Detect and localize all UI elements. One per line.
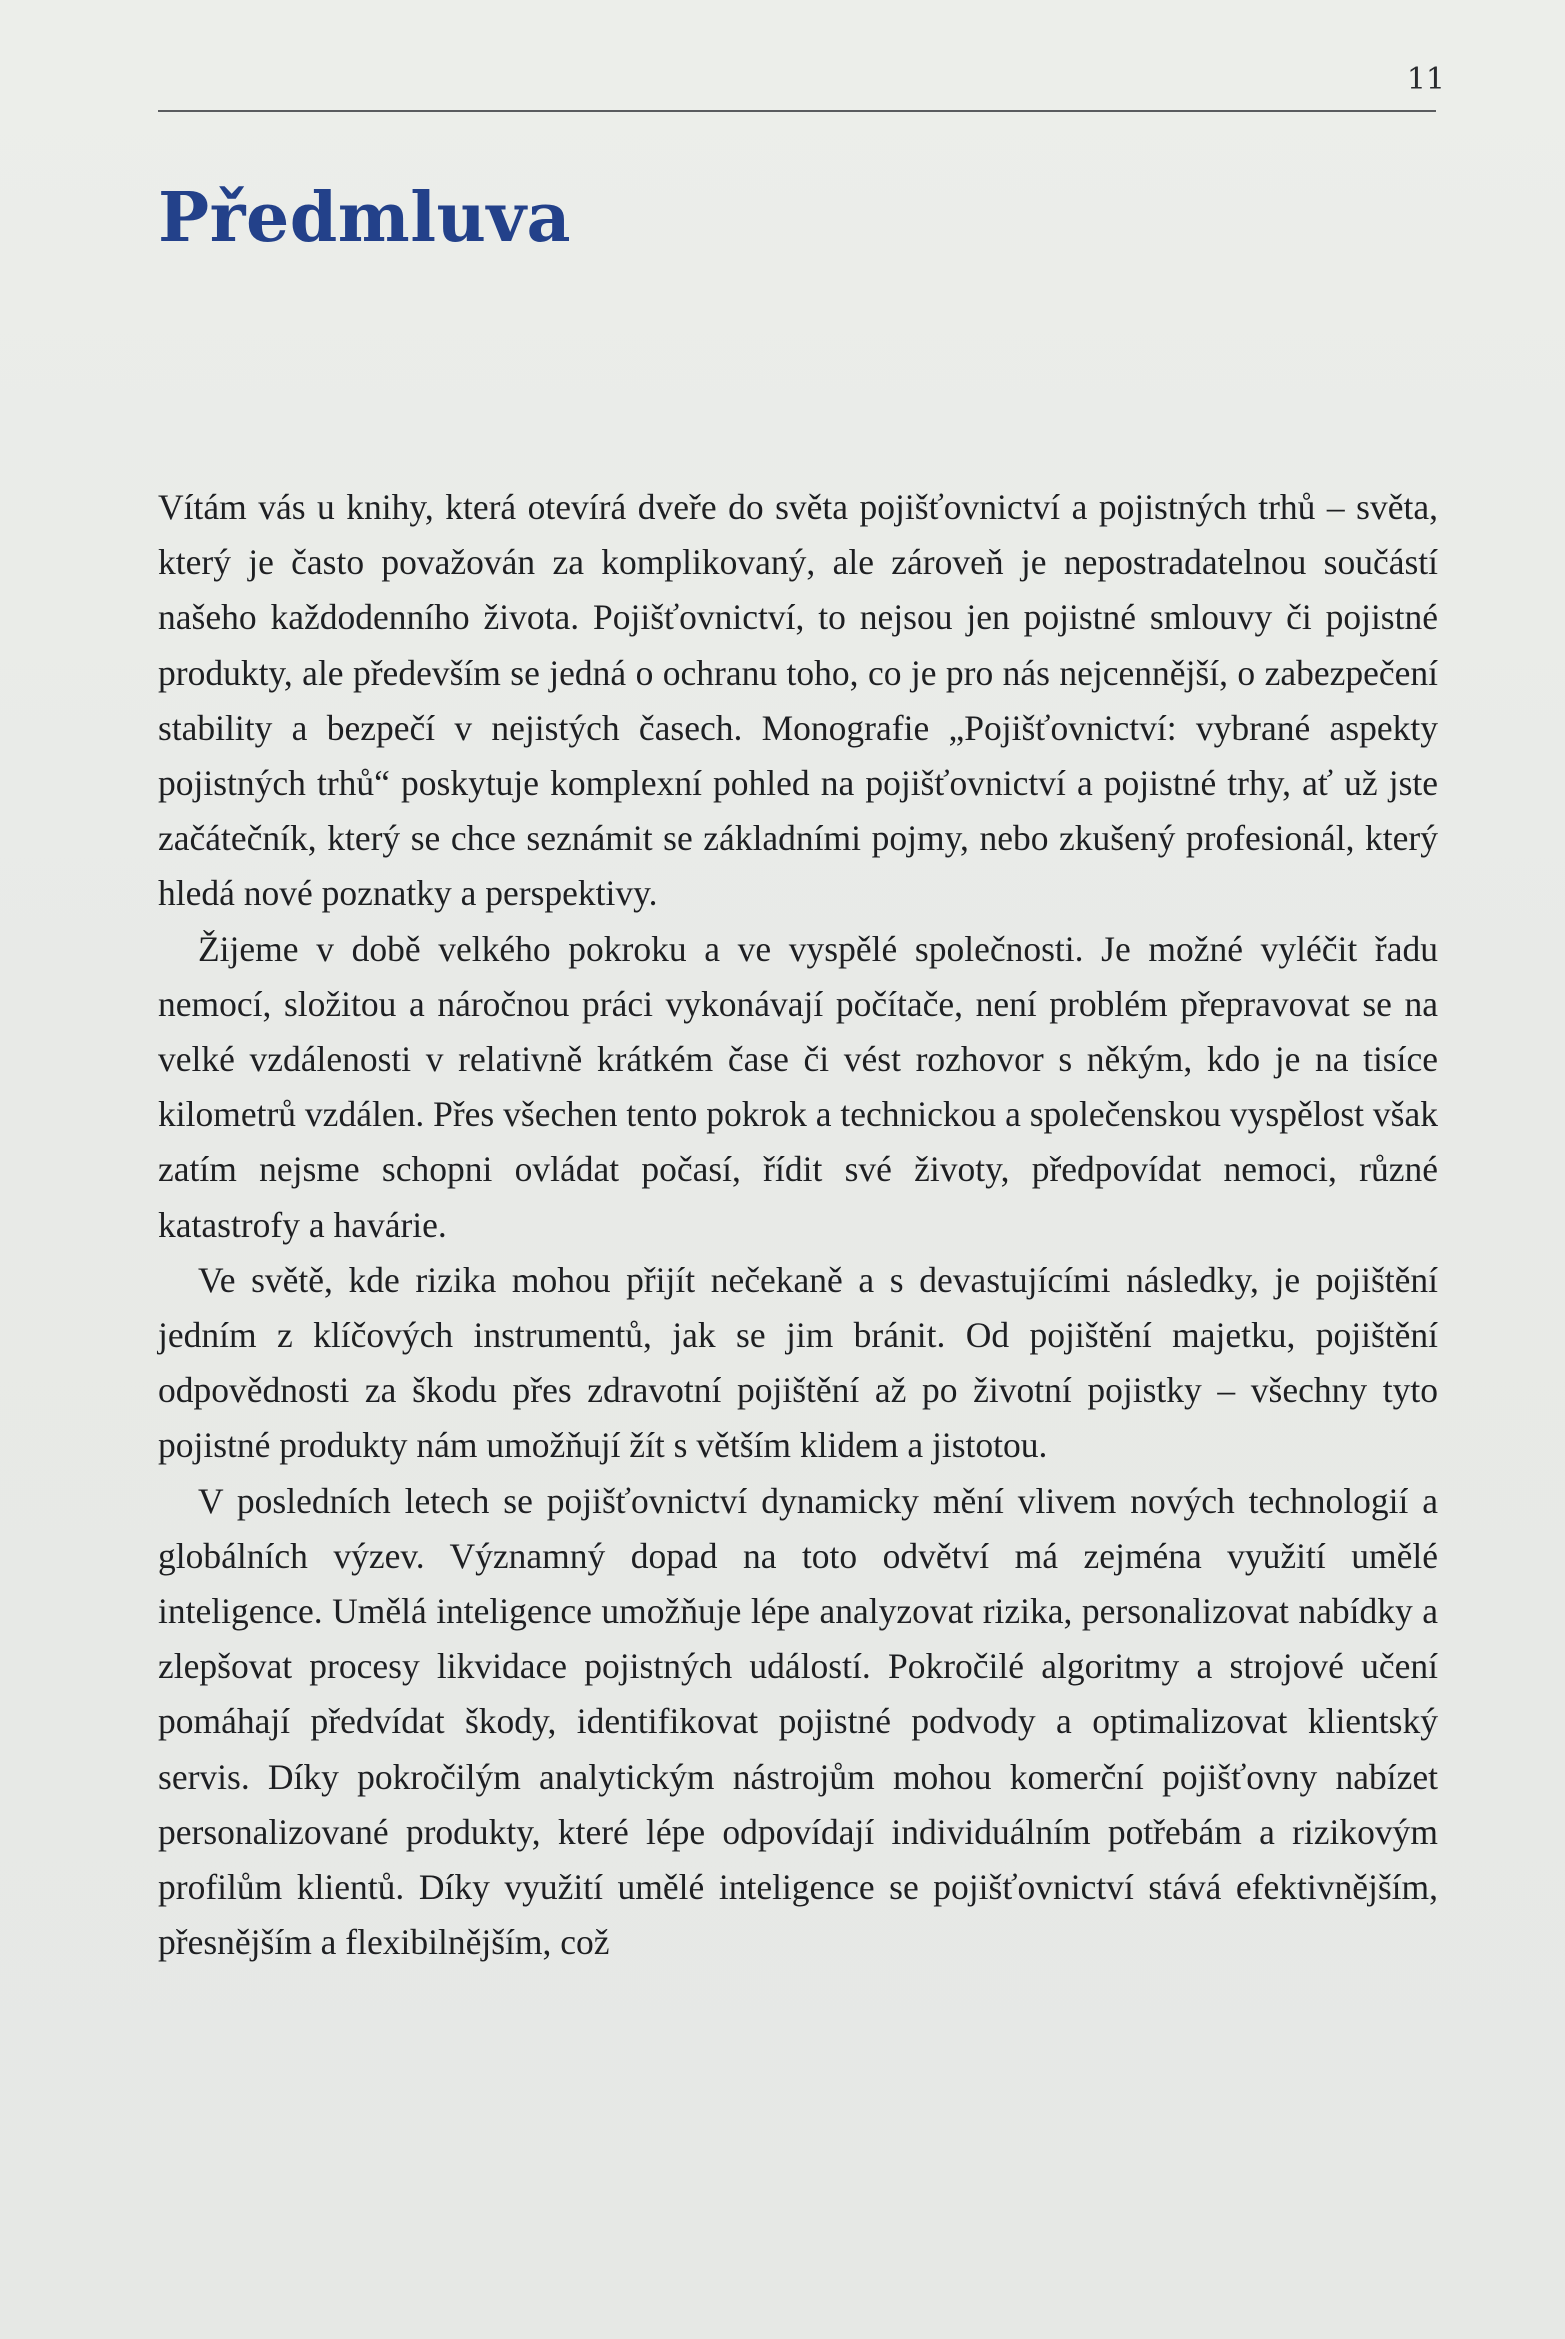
paragraph-1: Vítám vás u knihy, která otevírá dveře do světa pojišťovnictví a pojistných trhů – světa, který je často považován za komplikovaný, ale zároveň je nepostradatelnou součástí našeho každodenního života. Pojišťovnictví, to nejsou jen pojistné smlouvy či pojistné produkty, ale především se jedná o ochranu toho, co je pro nás nejcennější, o zabezpečení stability a bezpečí v nejistých časech. Monografie „Pojišťovnictví: vybrané aspekty pojistných trhů“ poskytuje komplexní pohled na pojišťovnictví a pojistné trhy, ať už jste začátečník, který se chce seznámit se základními pojmy, nebo zkušený profesionál, který hledá nové poznatky a perspektivy. bbox=[158, 487, 1438, 914]
body-text bbox=[158, 480, 1438, 1970]
paragraph-3: Ve světě, kde rizika mohou přijít nečekaně a s devastujícími následky, je pojištění jedním z klíčových instrumentů, jak se jim bránit. Od pojištění majetku, pojištění odpovědnosti za škodu přes zdravotní pojištění až po životní pojistky – všechny tyto pojistné produkty nám umožňují žít s větším klidem a jistotou. bbox=[158, 1259, 1438, 1466]
paragraph-4: V posledních letech se pojišťovnictví dynamicky mění vlivem nových technologií a globálních výzev. Významný dopad na toto odvětví má zejména využití umělé inteligence. Umělá inteligence umožňuje lépe analyzovat rizika, personalizovat nabídky a zlepšovat procesy likvidace pojistných událostí. Pokročilé algoritmy a strojové učení pomáhají předvídat škody, identifikovat pojistné podvody a optimalizovat klientský servis. Díky pokročilým analytickým nástrojům mohou komerční pojišťovny nabízet personalizované produkty, které lépe odpovídají individuálním potřebám a rizikovým profilům klientů. Díky využití umělé inteligence se pojišťovnictví stává efektivnějším, přesnějším a flexibilnějším, což bbox=[158, 1480, 1438, 1963]
paragraph-2: Žijeme v době velkého pokroku a ve vyspělé společnosti. Je možné vyléčit řadu nemocí, složitou a náročnou práci vykonávají počítače, není problém přepravovat se na velké vzdálenosti v relativně krátkém čase či vést rozhovor s někým, kdo je na tisíce kilometrů vzdálen. Přes všechen tento pokrok a technickou a společenskou vyspělost však zatím nejsme schopni ovládat počasí, řídit své životy, předpovídat nemoci, různé katastrofy a havárie. bbox=[158, 928, 1438, 1245]
chapter-title: Předmluva bbox=[158, 178, 572, 258]
header-rule bbox=[158, 110, 1436, 112]
page-number: 11 bbox=[1406, 62, 1445, 97]
